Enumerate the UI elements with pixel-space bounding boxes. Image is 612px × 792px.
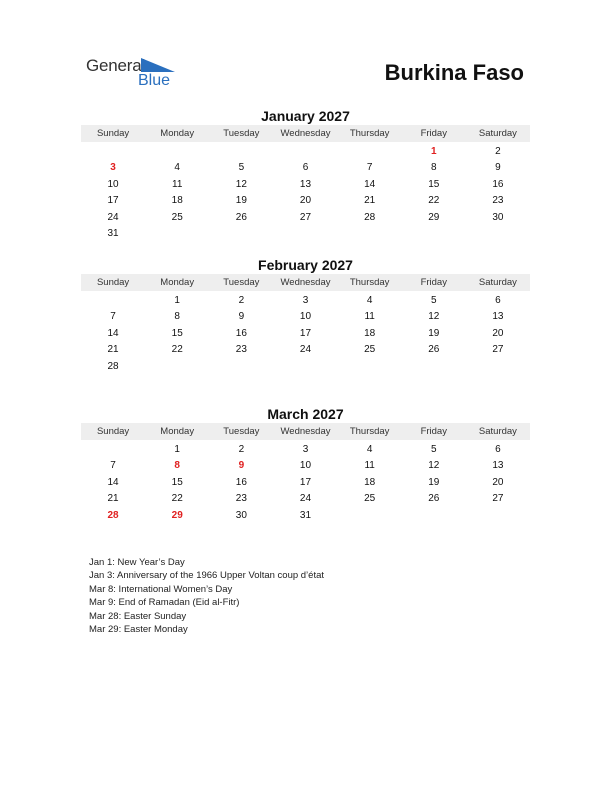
week-row <box>81 309 530 326</box>
weekday-label: Thursday <box>349 128 390 139</box>
date-cell: 16 <box>235 476 247 488</box>
weekday-header-row <box>81 274 530 291</box>
date-cell: 21 <box>107 493 119 505</box>
holiday-date-cell: 9 <box>238 460 245 472</box>
week-row <box>81 325 530 342</box>
week-row <box>81 209 530 226</box>
holiday-list <box>89 556 329 636</box>
holiday-entry: Jan 3: Anniversary of the 1966 Upper Voltan coup d’état <box>89 570 325 582</box>
date-cell: 4 <box>366 294 373 306</box>
month-block <box>81 107 530 242</box>
weekday-label: Tuesday <box>223 426 260 437</box>
weekday-label: Sunday <box>96 128 130 139</box>
date-cell: 18 <box>171 195 183 207</box>
holiday-date-cell: 28 <box>107 509 119 521</box>
date-cell: 19 <box>428 327 440 339</box>
month-title: March 2027 <box>267 406 344 422</box>
holiday-entry: Mar 28: Easter Sunday <box>89 610 187 622</box>
date-cell: 11 <box>364 311 375 323</box>
weekday-label: Friday <box>420 128 447 139</box>
date-cell: 8 <box>174 311 180 323</box>
date-cell: 12 <box>428 460 440 472</box>
date-cell: 5 <box>430 443 437 455</box>
date-cell: 28 <box>107 360 119 372</box>
date-cell: 21 <box>364 195 376 207</box>
date-cell: 15 <box>428 178 440 190</box>
weekday-label: Monday <box>160 277 195 288</box>
date-cell: 9 <box>495 162 501 174</box>
date-cell: 23 <box>235 344 247 356</box>
weekday-header-row <box>81 125 530 142</box>
holiday-date-cell: 1 <box>430 145 437 157</box>
date-cell: 25 <box>364 344 376 356</box>
date-cell: 3 <box>302 294 309 306</box>
weekday-label: Thursday <box>349 277 390 288</box>
date-cell: 19 <box>428 476 440 488</box>
date-cell: 2 <box>495 145 501 157</box>
date-cell: 13 <box>299 178 312 190</box>
week-row <box>81 507 530 524</box>
date-cell: 9 <box>238 311 245 323</box>
date-cell: 23 <box>492 195 504 207</box>
date-cell: 28 <box>364 211 376 223</box>
date-cell: 10 <box>299 460 312 472</box>
date-cell: 26 <box>428 344 440 356</box>
date-cell: 16 <box>235 327 247 339</box>
date-cell: 12 <box>235 178 247 190</box>
holiday-entry: Mar 29: Easter Monday <box>89 624 188 636</box>
date-cell: 14 <box>107 476 119 488</box>
date-cell: 27 <box>492 493 504 505</box>
date-cell: 20 <box>492 476 504 488</box>
logo-word-blue: Blue <box>138 72 171 89</box>
date-cell: 22 <box>428 195 440 207</box>
date-cell: 31 <box>299 509 312 521</box>
date-cell: 15 <box>171 476 183 488</box>
weekday-label: Monday <box>160 426 195 437</box>
date-cell: 31 <box>107 228 119 240</box>
date-cell: 24 <box>107 211 119 223</box>
date-cell: 30 <box>235 509 247 521</box>
weekday-label: Thursday <box>349 426 390 437</box>
week-row <box>81 342 530 359</box>
month-block <box>81 256 530 375</box>
date-cell: 4 <box>366 443 373 455</box>
week-row <box>81 491 530 508</box>
date-cell: 22 <box>171 493 183 505</box>
weekday-label: Monday <box>160 128 195 139</box>
holiday-date-cell: 29 <box>171 509 183 521</box>
date-cell: 1 <box>174 294 180 306</box>
date-cell: 20 <box>299 195 312 207</box>
weekday-header-row <box>81 423 530 440</box>
date-cell: 8 <box>430 162 437 174</box>
weekday-label: Saturday <box>478 128 517 139</box>
holiday-entry: Jan 1: New Year’s Day <box>89 557 185 568</box>
holiday-date-cell: 8 <box>174 460 180 472</box>
date-cell: 24 <box>299 344 312 356</box>
date-cell: 6 <box>302 162 309 174</box>
date-cell: 14 <box>107 327 119 339</box>
weekday-label: Wednesday <box>280 426 331 437</box>
date-cell: 26 <box>428 493 440 505</box>
date-cell: 11 <box>364 460 375 472</box>
date-cell: 2 <box>238 294 245 306</box>
date-cell: 18 <box>364 476 376 488</box>
date-cell: 18 <box>364 327 376 339</box>
date-cell: 11 <box>172 178 183 190</box>
weekday-label: Sunday <box>96 426 130 437</box>
weekday-label: Wednesday <box>280 128 331 139</box>
date-cell: 2 <box>238 443 245 455</box>
week-row <box>81 458 530 475</box>
generalblue-logo <box>86 56 186 92</box>
holiday-entry: Mar 8: International Women’s Day <box>89 583 233 595</box>
week-row <box>81 292 530 309</box>
week-row <box>81 160 530 177</box>
date-cell: 5 <box>238 162 245 174</box>
date-cell: 21 <box>107 344 119 356</box>
country-title: Burkina Faso <box>384 60 524 85</box>
date-cell: 3 <box>302 443 309 455</box>
date-cell: 14 <box>364 178 376 190</box>
date-cell: 25 <box>364 493 376 505</box>
month-title: January 2027 <box>261 108 350 124</box>
month-title: February 2027 <box>258 257 353 273</box>
week-row <box>81 143 530 160</box>
date-cell: 13 <box>492 311 504 323</box>
date-cell: 15 <box>171 327 183 339</box>
week-row <box>81 226 530 243</box>
date-cell: 17 <box>299 327 312 339</box>
date-cell: 27 <box>492 344 504 356</box>
week-row <box>81 358 530 375</box>
date-cell: 1 <box>174 443 180 455</box>
logo-triangle-icon <box>141 58 175 72</box>
holiday-date-cell: 3 <box>110 162 116 174</box>
date-cell: 6 <box>495 443 501 455</box>
date-cell: 12 <box>428 311 440 323</box>
week-row <box>81 193 530 210</box>
date-cell: 20 <box>492 327 504 339</box>
week-row <box>81 176 530 193</box>
date-cell: 19 <box>235 195 247 207</box>
date-cell: 30 <box>492 211 504 223</box>
date-cell: 4 <box>174 162 180 174</box>
date-cell: 25 <box>171 211 183 223</box>
date-cell: 24 <box>299 493 312 505</box>
date-cell: 13 <box>492 460 504 472</box>
logo-word-general: General <box>86 56 146 75</box>
weekday-label: Wednesday <box>280 277 331 288</box>
month-block <box>81 405 530 524</box>
holiday-entry: Mar 9: End of Ramadan (Eid al-Fitr) <box>89 597 240 609</box>
date-cell: 7 <box>110 460 116 472</box>
date-cell: 27 <box>299 211 312 223</box>
weekday-label: Friday <box>420 426 447 437</box>
weekday-label: Saturday <box>478 426 517 437</box>
date-cell: 17 <box>299 476 312 488</box>
date-cell: 7 <box>110 311 116 323</box>
date-cell: 10 <box>107 178 119 190</box>
week-row <box>81 474 530 491</box>
date-cell: 26 <box>235 211 247 223</box>
date-cell: 6 <box>495 294 501 306</box>
date-cell: 29 <box>428 211 440 223</box>
date-cell: 23 <box>235 493 247 505</box>
date-cell: 17 <box>107 195 119 207</box>
date-cell: 22 <box>171 344 183 356</box>
date-cell: 7 <box>366 162 373 174</box>
weekday-label: Tuesday <box>223 277 260 288</box>
week-row <box>81 441 530 458</box>
date-cell: 10 <box>299 311 312 323</box>
weekday-label: Tuesday <box>223 128 260 139</box>
weekday-label: Saturday <box>478 277 517 288</box>
weekday-label: Friday <box>420 277 447 288</box>
weekday-label: Sunday <box>96 277 130 288</box>
date-cell: 16 <box>492 178 504 190</box>
date-cell: 5 <box>430 294 437 306</box>
